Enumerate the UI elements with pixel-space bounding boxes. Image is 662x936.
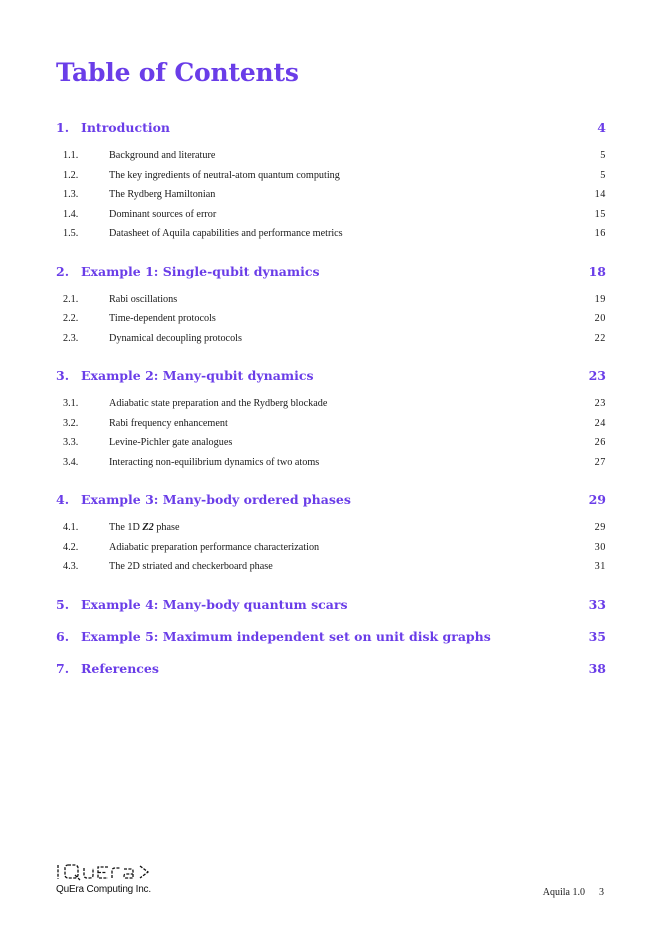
subsection-page: 29 xyxy=(594,522,606,533)
subsection-number: 4.1. xyxy=(63,522,79,533)
subsection-title: Dominant sources of error xyxy=(109,208,217,220)
subsection-title: Time-dependent protocols xyxy=(109,313,216,324)
subsection-page: 15 xyxy=(594,208,606,220)
subsection-title-prefix: The 1D xyxy=(109,522,143,533)
section-page: 4 xyxy=(597,120,606,135)
subsection-number: 2.3. xyxy=(63,332,79,344)
subsection-number: 2.2. xyxy=(63,313,79,324)
subsection-number: 3.2. xyxy=(63,417,79,429)
section-title: Example 5: Maximum independent set on unit disk graphs xyxy=(81,628,491,644)
section-title: Example 1: Single-qubit dynamics xyxy=(81,263,320,279)
subsection-number: 1.4. xyxy=(63,208,79,220)
toc-subsection-link[interactable] xyxy=(56,150,606,170)
section-title: Example 2: Many-qubit dynamics xyxy=(81,368,314,383)
section-page: 18 xyxy=(588,263,606,279)
section-page: 23 xyxy=(588,368,606,383)
subsection-number: 4.3. xyxy=(63,561,79,572)
document-version: Aquila 1.0 xyxy=(542,887,585,898)
page-number: 3 xyxy=(599,887,604,898)
toc-subsection-link[interactable] xyxy=(56,209,606,229)
subsection-number: 1.1. xyxy=(63,150,79,161)
toc-section-link[interactable] xyxy=(56,661,606,683)
section-title: References xyxy=(81,660,159,676)
toc-subsection-link[interactable] xyxy=(56,437,606,457)
subsection-page: 30 xyxy=(594,541,606,553)
section-number: 3. xyxy=(56,368,70,383)
toc-subsection-link[interactable] xyxy=(56,189,606,209)
page-title: Table of Contents xyxy=(56,58,299,87)
subsection-page: 20 xyxy=(594,313,606,324)
subsection-title: Rabi frequency enhancement xyxy=(109,417,228,429)
section-page: 35 xyxy=(588,628,606,644)
subsection-number: 2.1. xyxy=(63,293,79,305)
subsection-page: 27 xyxy=(594,456,606,468)
toc-section xyxy=(56,597,606,619)
toc-section xyxy=(56,492,606,581)
section-page: 29 xyxy=(588,492,606,507)
z2-math-symbol: Z2 xyxy=(142,522,154,533)
table-of-contents xyxy=(56,120,606,699)
subsection-number: 1.5. xyxy=(63,228,79,239)
toc-section xyxy=(56,368,606,476)
toc-subsection-link[interactable] xyxy=(56,333,606,353)
section-page: 33 xyxy=(588,596,606,612)
section-title: Introduction xyxy=(81,120,171,135)
section-number: 4. xyxy=(56,492,70,507)
subsection-title: Interacting non-equilibrium dynamics of two atoms xyxy=(109,456,320,468)
subsection-title: Adiabatic state preparation and the Rydberg blockade xyxy=(109,398,328,409)
company-name: QuEra Computing Inc. xyxy=(56,884,151,895)
subsection-title: Rabi oscillations xyxy=(109,293,178,305)
toc-subsection-link[interactable] xyxy=(56,313,606,333)
section-number: 5. xyxy=(56,596,70,612)
subsection-title: The key ingredients of neutral-atom quantum computing xyxy=(109,169,340,181)
subsection-number: 4.2. xyxy=(63,541,79,553)
subsection-page: 5 xyxy=(600,169,606,181)
subsection-title xyxy=(109,522,595,533)
subsection-title-suffix: phase xyxy=(153,522,180,533)
page-footer xyxy=(529,887,604,898)
toc-section-link[interactable] xyxy=(56,120,606,142)
toc-subsection-link[interactable] xyxy=(56,294,606,314)
toc-subsection-link[interactable] xyxy=(56,170,606,190)
toc-section-link[interactable] xyxy=(56,597,606,619)
section-number: 7. xyxy=(56,660,70,676)
toc-section-link[interactable] xyxy=(56,264,606,286)
subsection-title: Adiabatic preparation performance characterization xyxy=(109,541,320,553)
subsection-page: 22 xyxy=(594,332,606,344)
toc-section-link[interactable] xyxy=(56,629,606,651)
section-number: 6. xyxy=(56,628,70,644)
section-number: 1. xyxy=(56,120,70,135)
subsection-number: 3.3. xyxy=(63,437,79,448)
toc-section xyxy=(56,120,606,248)
company-logo xyxy=(56,862,166,895)
subsection-title: The 2D striated and checkerboard phase xyxy=(109,561,273,572)
toc-section-link[interactable] xyxy=(56,368,606,390)
subsection-page: 16 xyxy=(594,228,606,239)
subsection-title: The Rydberg Hamiltonian xyxy=(109,189,216,200)
subsection-title: Background and literature xyxy=(109,150,216,161)
subsection-title: Datasheet of Aquila capabilities and performance metrics xyxy=(109,228,343,239)
section-title: Example 3: Many-body ordered phases xyxy=(81,492,351,507)
toc-subsection-link[interactable] xyxy=(56,561,606,581)
subsection-title: Dynamical decoupling protocols xyxy=(109,332,242,344)
toc-subsection-link[interactable] xyxy=(56,522,606,542)
toc-subsection-link[interactable] xyxy=(56,228,606,248)
toc-section xyxy=(56,661,606,683)
subsection-page: 19 xyxy=(594,293,606,305)
toc-section xyxy=(56,629,606,651)
subsection-page: 24 xyxy=(594,417,606,429)
subsection-number: 1.2. xyxy=(63,169,79,181)
subsection-page: 26 xyxy=(594,437,606,448)
subsection-page: 14 xyxy=(594,189,606,200)
subsection-number: 3.1. xyxy=(63,398,79,409)
toc-section-link[interactable] xyxy=(56,492,606,514)
section-title: Example 4: Many-body quantum scars xyxy=(81,596,348,612)
section-number: 2. xyxy=(56,263,70,279)
toc-subsection-link[interactable] xyxy=(56,542,606,562)
subsection-page: 23 xyxy=(594,398,606,409)
toc-subsection-link[interactable] xyxy=(56,418,606,438)
toc-subsection-link[interactable] xyxy=(56,398,606,418)
section-page: 38 xyxy=(588,660,606,676)
toc-subsection-link[interactable] xyxy=(56,457,606,477)
toc-section xyxy=(56,264,606,353)
subsection-number: 1.3. xyxy=(63,189,79,200)
subsection-number: 3.4. xyxy=(63,456,79,468)
subsection-page: 31 xyxy=(594,561,606,572)
subsection-page: 5 xyxy=(600,150,606,161)
quera-logo-icon xyxy=(56,862,152,882)
subsection-title: Levine-Pichler gate analogues xyxy=(109,437,233,448)
